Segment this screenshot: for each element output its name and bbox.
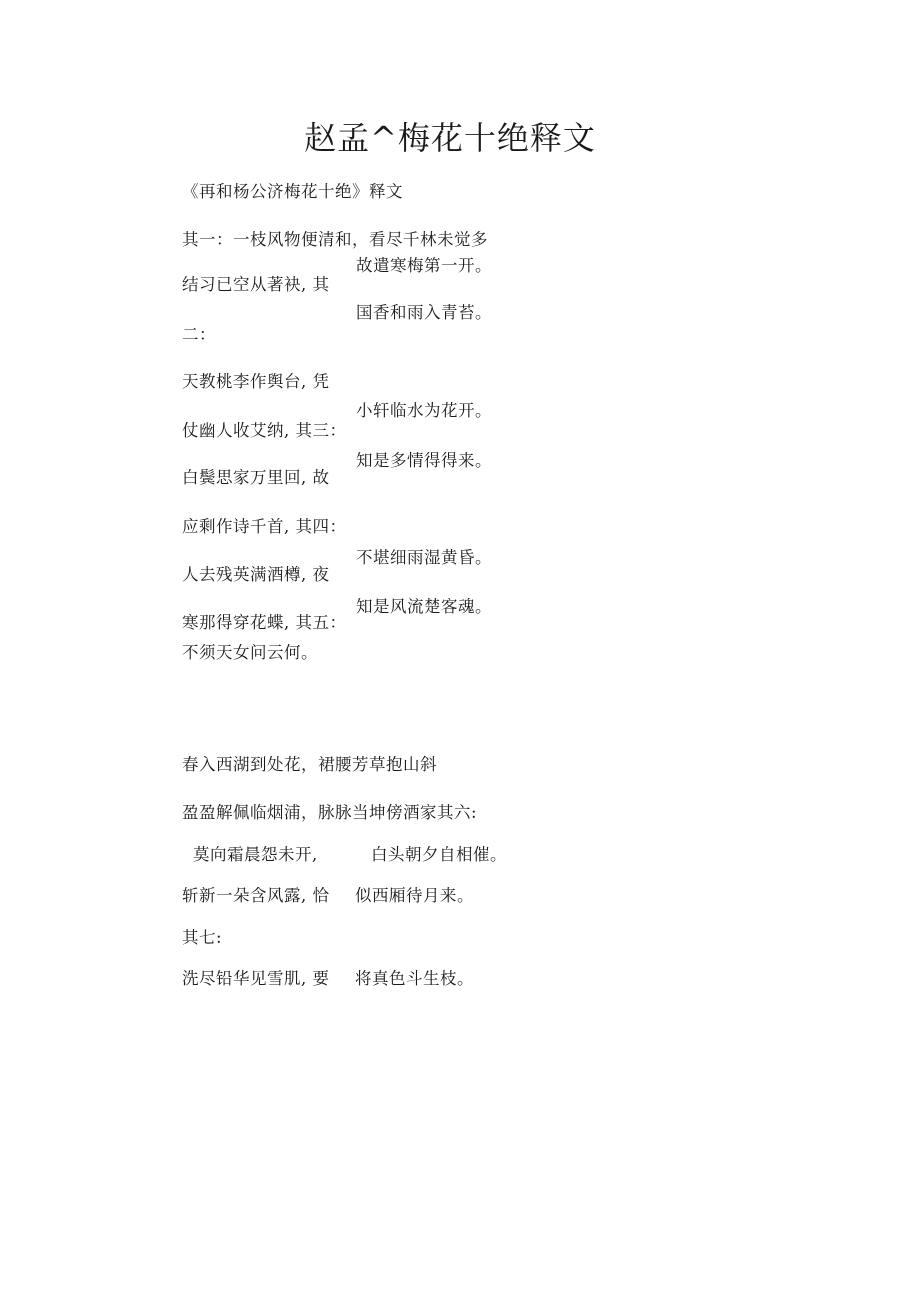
poem-left-line-2: 结习已空从著袂, 其 — [182, 275, 330, 294]
poem-left-line-1: 其一：一枝风物便清和，看尽千林未觉多 — [182, 230, 488, 249]
poem-lower-line-4-right: 似西厢待月来。 — [355, 886, 474, 905]
poem-left-line-8: 人去残英满酒樽, 夜 — [182, 565, 330, 584]
poem-right-line-3: 小轩临水为花开。 — [356, 401, 492, 420]
poem-left-line-5: 仗幽人收艾纳, 其三： — [182, 421, 347, 440]
poem-left-line-10: 不须天女问云何。 — [182, 643, 318, 662]
poem-lower-line-1: 春入西湖到处花，裙腰芳草抱山斜 — [182, 755, 437, 774]
poem-left-line-4: 天教桃李作舆台, 凭 — [182, 372, 330, 391]
document-subtitle: 《再和杨公济梅花十绝》释文 — [182, 182, 403, 201]
poem-right-line-4: 知是多情得得来。 — [356, 451, 492, 470]
poem-lower-line-6-left: 洗尽铅华见雪肌, 要 — [182, 969, 330, 988]
poem-left-line-9: 寒那得穿花蝶, 其五： — [182, 613, 347, 632]
poem-lower-line-5: 其七: — [182, 928, 223, 947]
poem-right-line-6: 知是风流楚客魂。 — [356, 597, 492, 616]
poem-lower-line-6-right: 将真色斗生枝。 — [355, 969, 474, 988]
poem-right-line-1: 故遣寒梅第一开。 — [356, 256, 492, 275]
poem-right-line-5: 不堪细雨湿黄昏。 — [356, 548, 492, 567]
poem-lower-line-4-left: 斩新一朵含风露, 恰 — [182, 886, 330, 905]
poem-right-line-2: 国香和雨入青苔。 — [356, 303, 492, 322]
poem-lower-line-3-left: 莫向霜晨怨未开, — [193, 845, 318, 864]
poem-left-line-6: 白鬓思家万里回, 故 — [182, 468, 330, 487]
document-title: 赵孟^梅花十绝释文 — [304, 119, 596, 157]
poem-lower-line-2: 盈盈解佩临烟浦，脉脉当坤傍酒家其六: — [182, 803, 478, 822]
poem-left-line-7: 应剩作诗千首, 其四： — [182, 517, 347, 536]
poem-lower-line-3-right: 白头朝夕自相催。 — [371, 845, 507, 864]
poem-left-line-3: 二： — [182, 325, 216, 344]
